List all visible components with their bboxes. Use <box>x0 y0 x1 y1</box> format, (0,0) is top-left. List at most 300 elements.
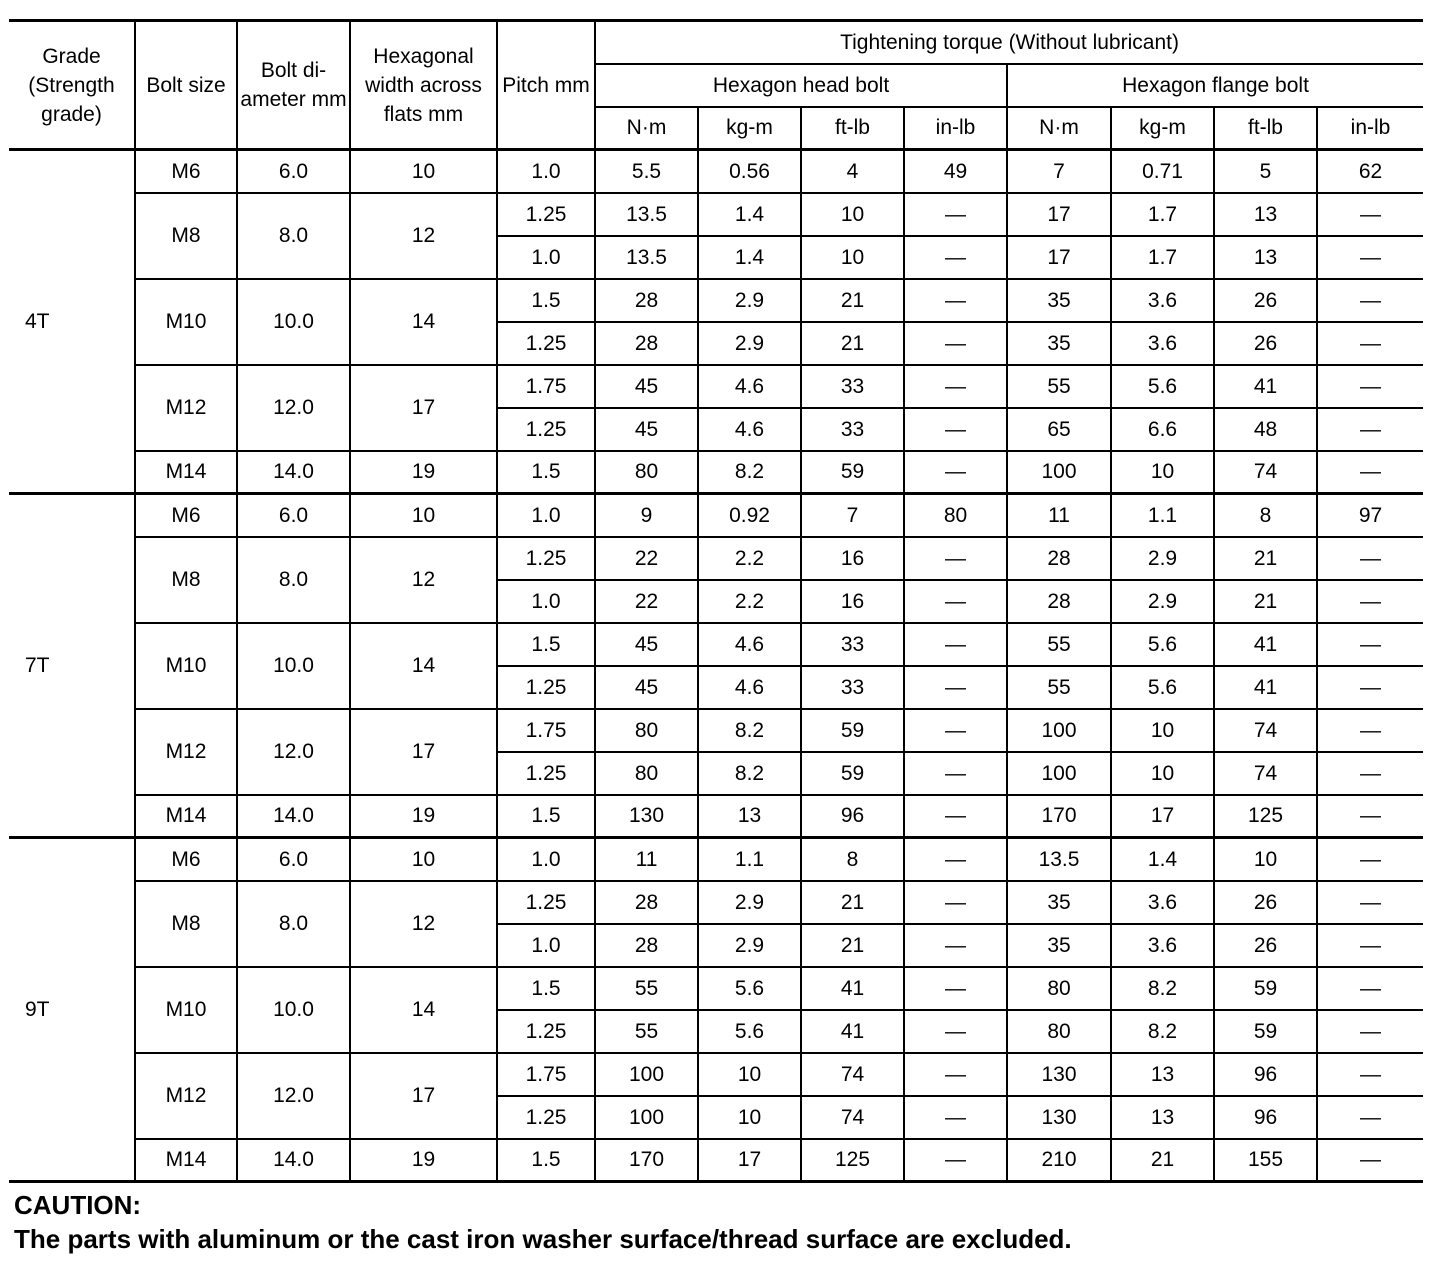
torque-value-cell: 45 <box>595 666 698 709</box>
torque-value-cell: 130 <box>595 795 698 838</box>
torque-value-cell: 170 <box>595 1139 698 1182</box>
table-row <box>9 709 1423 752</box>
torque-value-cell: 80 <box>595 709 698 752</box>
torque-value-cell: 5.6 <box>698 967 801 1010</box>
bolt-size-cell: M10 <box>135 967 237 1053</box>
bolt-diameter-cell: 14.0 <box>237 451 350 494</box>
unit-header: in-lb <box>1317 107 1423 150</box>
torque-value-cell: 8.2 <box>1111 967 1214 1010</box>
bolt-diameter-cell: 10.0 <box>237 967 350 1053</box>
torque-value-cell: 2.9 <box>1111 537 1214 580</box>
bolt-diameter-cell: 6.0 <box>237 150 350 193</box>
torque-value-cell: — <box>904 881 1007 924</box>
torque-value-cell: 4.6 <box>698 666 801 709</box>
torque-value-cell: 8.2 <box>698 451 801 494</box>
torque-value-cell: 210 <box>1007 1139 1111 1182</box>
pitch-cell: 1.0 <box>497 838 595 881</box>
torque-value-cell: — <box>1317 365 1423 408</box>
torque-value-cell: — <box>904 795 1007 838</box>
torque-value-cell: — <box>1317 279 1423 322</box>
torque-value-cell: — <box>1317 1139 1423 1182</box>
table-row <box>9 795 1423 838</box>
pitch-cell: 1.75 <box>497 365 595 408</box>
torque-value-cell: — <box>1317 537 1423 580</box>
bolt-size-cell: M12 <box>135 1053 237 1139</box>
torque-value-cell: 2.9 <box>698 279 801 322</box>
torque-value-cell: 1.7 <box>1111 193 1214 236</box>
torque-value-cell: 22 <box>595 537 698 580</box>
torque-value-cell: 13.5 <box>1007 838 1111 881</box>
pitch-cell: 1.0 <box>497 580 595 623</box>
hex-width-cell: 10 <box>350 494 497 537</box>
header-grade: Grade (Strength grade) <box>9 21 135 150</box>
torque-value-cell: 96 <box>1214 1053 1317 1096</box>
torque-value-cell: 2.9 <box>1111 580 1214 623</box>
pitch-cell: 1.5 <box>497 451 595 494</box>
torque-value-cell: 13 <box>1111 1053 1214 1096</box>
torque-value-cell: 21 <box>1214 580 1317 623</box>
bolt-diameter-cell: 12.0 <box>237 365 350 451</box>
header-hexagon-flange-bolt: Hexagon flange bolt <box>1007 64 1423 107</box>
hex-width-cell: 19 <box>350 795 497 838</box>
torque-value-cell: 7 <box>801 494 904 537</box>
torque-value-cell: 80 <box>595 451 698 494</box>
torque-value-cell: 10 <box>801 193 904 236</box>
unit-header: in-lb <box>904 107 1007 150</box>
torque-value-cell: 2.2 <box>698 537 801 580</box>
table-row <box>9 451 1423 494</box>
torque-value-cell: 41 <box>801 1010 904 1053</box>
torque-value-cell: 26 <box>1214 881 1317 924</box>
torque-value-cell: — <box>1317 623 1423 666</box>
torque-value-cell: 9 <box>595 494 698 537</box>
torque-value-cell: — <box>1317 451 1423 494</box>
torque-table <box>9 19 1423 1183</box>
bolt-diameter-cell: 12.0 <box>237 709 350 795</box>
hex-width-cell: 17 <box>350 365 497 451</box>
unit-header: ft-lb <box>801 107 904 150</box>
torque-value-cell: — <box>904 451 1007 494</box>
table-row <box>9 365 1423 408</box>
torque-value-cell: — <box>904 838 1007 881</box>
torque-value-cell: 10 <box>1111 752 1214 795</box>
torque-value-cell: 21 <box>801 924 904 967</box>
hex-width-cell: 19 <box>350 1139 497 1182</box>
torque-value-cell: — <box>904 322 1007 365</box>
torque-value-cell: 21 <box>1214 537 1317 580</box>
table-row <box>9 967 1423 1010</box>
torque-value-cell: 41 <box>1214 666 1317 709</box>
torque-value-cell: 16 <box>801 537 904 580</box>
torque-value-cell: — <box>904 1010 1007 1053</box>
torque-value-cell: 35 <box>1007 881 1111 924</box>
bolt-size-cell: M6 <box>135 494 237 537</box>
hex-width-cell: 14 <box>350 279 497 365</box>
torque-value-cell: 2.2 <box>698 580 801 623</box>
torque-value-cell: 100 <box>595 1096 698 1139</box>
caution-title: CAUTION: <box>14 1190 142 1220</box>
torque-value-cell: 13.5 <box>595 193 698 236</box>
torque-value-cell: 0.71 <box>1111 150 1214 193</box>
torque-value-cell: 10 <box>698 1053 801 1096</box>
bolt-diameter-cell: 8.0 <box>237 881 350 967</box>
bolt-diameter-cell: 14.0 <box>237 1139 350 1182</box>
hex-width-cell: 17 <box>350 1053 497 1139</box>
torque-value-cell: 59 <box>1214 967 1317 1010</box>
grade-cell: 7T <box>9 494 135 838</box>
grade-cell: 4T <box>9 150 135 494</box>
bolt-diameter-cell: 6.0 <box>237 838 350 881</box>
torque-value-cell: 100 <box>1007 451 1111 494</box>
torque-value-cell: 74 <box>1214 451 1317 494</box>
hex-width-cell: 17 <box>350 709 497 795</box>
torque-value-cell: 17 <box>1007 193 1111 236</box>
torque-value-cell: 13.5 <box>595 236 698 279</box>
torque-value-cell: 2.9 <box>698 322 801 365</box>
bolt-diameter-cell: 8.0 <box>237 193 350 279</box>
caution-text: The parts with aluminum or the cast iron washer surface/thread surface are excluded. <box>14 1224 1072 1254</box>
torque-value-cell: 1.7 <box>1111 236 1214 279</box>
pitch-cell: 1.75 <box>497 709 595 752</box>
torque-value-cell: 28 <box>1007 580 1111 623</box>
torque-value-cell: 17 <box>698 1139 801 1182</box>
torque-value-cell: 55 <box>595 1010 698 1053</box>
bolt-diameter-cell: 10.0 <box>237 279 350 365</box>
table-header <box>9 21 1423 150</box>
torque-value-cell: 3.6 <box>1111 924 1214 967</box>
torque-value-cell: 33 <box>801 623 904 666</box>
torque-value-cell: 45 <box>595 408 698 451</box>
pitch-cell: 1.75 <box>497 1053 595 1096</box>
torque-value-cell: 35 <box>1007 322 1111 365</box>
unit-header: N·m <box>595 107 698 150</box>
header-torque-title: Tightening torque (Without lubricant) <box>595 21 1423 64</box>
pitch-cell: 1.0 <box>497 236 595 279</box>
header-bolt-diameter: Bolt di-ameter mm <box>237 21 350 150</box>
torque-value-cell: 80 <box>1007 1010 1111 1053</box>
torque-value-cell: 11 <box>1007 494 1111 537</box>
torque-value-cell: — <box>1317 666 1423 709</box>
torque-value-cell: 4.6 <box>698 408 801 451</box>
bolt-diameter-cell: 10.0 <box>237 623 350 709</box>
torque-value-cell: 41 <box>801 967 904 1010</box>
torque-value-cell: 1.4 <box>698 193 801 236</box>
torque-value-cell: — <box>1317 709 1423 752</box>
torque-value-cell: 7 <box>1007 150 1111 193</box>
torque-value-cell: — <box>904 709 1007 752</box>
torque-value-cell: 59 <box>1214 1010 1317 1053</box>
torque-value-cell: 100 <box>595 1053 698 1096</box>
torque-value-cell: — <box>1317 580 1423 623</box>
pitch-cell: 1.25 <box>497 408 595 451</box>
pitch-cell: 1.25 <box>497 193 595 236</box>
hex-width-cell: 10 <box>350 150 497 193</box>
hex-width-cell: 14 <box>350 967 497 1053</box>
torque-value-cell: 33 <box>801 365 904 408</box>
torque-value-cell: 3.6 <box>1111 322 1214 365</box>
pitch-cell: 1.25 <box>497 752 595 795</box>
torque-value-cell: 74 <box>1214 752 1317 795</box>
torque-value-cell: 16 <box>801 580 904 623</box>
hex-width-cell: 14 <box>350 623 497 709</box>
torque-value-cell: 10 <box>1111 709 1214 752</box>
torque-value-cell: 3.6 <box>1111 881 1214 924</box>
torque-value-cell: 59 <box>801 752 904 795</box>
torque-value-cell: — <box>1317 1010 1423 1053</box>
torque-value-cell: 97 <box>1317 494 1423 537</box>
unit-header: ft-lb <box>1214 107 1317 150</box>
torque-value-cell: — <box>1317 752 1423 795</box>
torque-value-cell: — <box>1317 193 1423 236</box>
torque-value-cell: 13 <box>1214 236 1317 279</box>
grade-block <box>9 494 1423 838</box>
grade-block <box>9 150 1423 494</box>
torque-value-cell: 33 <box>801 666 904 709</box>
bolt-diameter-cell: 12.0 <box>237 1053 350 1139</box>
torque-value-cell: — <box>904 236 1007 279</box>
torque-value-cell: 1.1 <box>698 838 801 881</box>
torque-value-cell: — <box>904 537 1007 580</box>
torque-value-cell: 74 <box>801 1053 904 1096</box>
bolt-size-cell: M10 <box>135 279 237 365</box>
unit-header: kg-m <box>698 107 801 150</box>
hex-width-cell: 19 <box>350 451 497 494</box>
torque-value-cell: 10 <box>801 236 904 279</box>
torque-value-cell: 0.92 <box>698 494 801 537</box>
torque-value-cell: — <box>904 924 1007 967</box>
torque-value-cell: 41 <box>1214 623 1317 666</box>
torque-value-cell: 33 <box>801 408 904 451</box>
torque-value-cell: — <box>1317 1053 1423 1096</box>
table-row <box>9 1139 1423 1182</box>
pitch-cell: 1.0 <box>497 494 595 537</box>
hex-width-cell: 12 <box>350 193 497 279</box>
torque-value-cell: 170 <box>1007 795 1111 838</box>
pitch-cell: 1.25 <box>497 1010 595 1053</box>
header-pitch: Pitch mm <box>497 21 595 150</box>
table-row <box>9 537 1423 580</box>
torque-value-cell: — <box>904 1053 1007 1096</box>
torque-value-cell: 2.9 <box>698 881 801 924</box>
torque-value-cell: 8 <box>801 838 904 881</box>
torque-value-cell: 21 <box>801 322 904 365</box>
torque-value-cell: 13 <box>698 795 801 838</box>
torque-value-cell: 55 <box>1007 666 1111 709</box>
pitch-cell: 1.5 <box>497 967 595 1010</box>
torque-value-cell: 28 <box>1007 537 1111 580</box>
torque-value-cell: 74 <box>801 1096 904 1139</box>
torque-value-cell: — <box>904 1096 1007 1139</box>
table-row <box>9 1053 1423 1096</box>
torque-value-cell: 96 <box>801 795 904 838</box>
torque-value-cell: 35 <box>1007 924 1111 967</box>
bolt-size-cell: M14 <box>135 451 237 494</box>
pitch-cell: 1.25 <box>497 666 595 709</box>
torque-value-cell: 4 <box>801 150 904 193</box>
pitch-cell: 1.25 <box>497 881 595 924</box>
torque-value-cell: 22 <box>595 580 698 623</box>
torque-value-cell: 62 <box>1317 150 1423 193</box>
torque-value-cell: 28 <box>595 322 698 365</box>
torque-value-cell: 74 <box>1214 709 1317 752</box>
torque-value-cell: 10 <box>698 1096 801 1139</box>
torque-value-cell: 21 <box>801 881 904 924</box>
torque-value-cell: 55 <box>595 967 698 1010</box>
table-row <box>9 279 1423 322</box>
torque-value-cell: — <box>1317 236 1423 279</box>
torque-value-cell: 1.1 <box>1111 494 1214 537</box>
header-hex-width: Hexagonal width across flats mm <box>350 21 497 150</box>
torque-value-cell: 35 <box>1007 279 1111 322</box>
torque-value-cell: 5.6 <box>1111 365 1214 408</box>
torque-value-cell: 65 <box>1007 408 1111 451</box>
pitch-cell: 1.5 <box>497 279 595 322</box>
torque-value-cell: 13 <box>1214 193 1317 236</box>
pitch-cell: 1.0 <box>497 924 595 967</box>
torque-value-cell: 4.6 <box>698 623 801 666</box>
torque-value-cell: 10 <box>1214 838 1317 881</box>
header-hexagon-head-bolt: Hexagon head bolt <box>595 64 1007 107</box>
table-row <box>9 193 1423 236</box>
torque-value-cell: 1.4 <box>698 236 801 279</box>
torque-value-cell: 17 <box>1007 236 1111 279</box>
bolt-diameter-cell: 14.0 <box>237 795 350 838</box>
torque-value-cell: 13 <box>1111 1096 1214 1139</box>
torque-value-cell: — <box>904 365 1007 408</box>
torque-value-cell: 45 <box>595 623 698 666</box>
unit-header: N·m <box>1007 107 1111 150</box>
torque-value-cell: 5.6 <box>698 1010 801 1053</box>
torque-value-cell: — <box>904 666 1007 709</box>
bolt-size-cell: M6 <box>135 150 237 193</box>
pitch-cell: 1.5 <box>497 795 595 838</box>
torque-value-cell: 48 <box>1214 408 1317 451</box>
hex-width-cell: 10 <box>350 838 497 881</box>
table-row <box>9 838 1423 881</box>
torque-value-cell: 155 <box>1214 1139 1317 1182</box>
bolt-size-cell: M14 <box>135 1139 237 1182</box>
torque-value-cell: — <box>1317 967 1423 1010</box>
torque-value-cell: — <box>904 408 1007 451</box>
torque-value-cell: 96 <box>1214 1096 1317 1139</box>
torque-value-cell: 8.2 <box>1111 1010 1214 1053</box>
torque-value-cell: — <box>1317 1096 1423 1139</box>
torque-value-cell: 5.6 <box>1111 623 1214 666</box>
pitch-cell: 1.5 <box>497 1139 595 1182</box>
bolt-size-cell: M8 <box>135 193 237 279</box>
caution-note <box>14 1188 1072 1256</box>
torque-value-cell: 55 <box>1007 365 1111 408</box>
pitch-cell: 1.5 <box>497 623 595 666</box>
torque-value-cell: 125 <box>801 1139 904 1182</box>
torque-value-cell: 80 <box>595 752 698 795</box>
torque-value-cell: 41 <box>1214 365 1317 408</box>
torque-value-cell: 100 <box>1007 752 1111 795</box>
torque-value-cell: 49 <box>904 150 1007 193</box>
torque-value-cell: — <box>1317 322 1423 365</box>
pitch-cell: 1.0 <box>497 150 595 193</box>
torque-value-cell: 8.2 <box>698 752 801 795</box>
grade-cell: 9T <box>9 838 135 1182</box>
torque-value-cell: — <box>1317 881 1423 924</box>
unit-header: kg-m <box>1111 107 1214 150</box>
torque-value-cell: 21 <box>1111 1139 1214 1182</box>
bolt-size-cell: M10 <box>135 623 237 709</box>
bolt-size-cell: M14 <box>135 795 237 838</box>
torque-value-cell: 28 <box>595 924 698 967</box>
torque-value-cell: 8 <box>1214 494 1317 537</box>
torque-value-cell: 26 <box>1214 924 1317 967</box>
bolt-size-cell: M8 <box>135 537 237 623</box>
torque-value-cell: 26 <box>1214 279 1317 322</box>
header-bolt-size: Bolt size <box>135 21 237 150</box>
torque-value-cell: 59 <box>801 451 904 494</box>
torque-value-cell: 28 <box>595 279 698 322</box>
bolt-size-cell: M12 <box>135 709 237 795</box>
torque-value-cell: 17 <box>1111 795 1214 838</box>
torque-value-cell: 130 <box>1007 1096 1111 1139</box>
torque-value-cell: 26 <box>1214 322 1317 365</box>
torque-value-cell: — <box>904 752 1007 795</box>
torque-value-cell: 5.5 <box>595 150 698 193</box>
table-row <box>9 623 1423 666</box>
torque-value-cell: 3.6 <box>1111 279 1214 322</box>
torque-value-cell: — <box>904 1139 1007 1182</box>
torque-value-cell: 130 <box>1007 1053 1111 1096</box>
torque-value-cell: — <box>1317 795 1423 838</box>
torque-value-cell: — <box>1317 408 1423 451</box>
torque-value-cell: 6.6 <box>1111 408 1214 451</box>
bolt-diameter-cell: 6.0 <box>237 494 350 537</box>
table-row <box>9 881 1423 924</box>
torque-value-cell: — <box>904 967 1007 1010</box>
torque-value-cell: 0.56 <box>698 150 801 193</box>
hex-width-cell: 12 <box>350 881 497 967</box>
torque-value-cell: 28 <box>595 881 698 924</box>
torque-value-cell: 8.2 <box>698 709 801 752</box>
torque-value-cell: — <box>904 193 1007 236</box>
torque-value-cell: — <box>904 279 1007 322</box>
torque-value-cell: 5 <box>1214 150 1317 193</box>
bolt-size-cell: M8 <box>135 881 237 967</box>
torque-value-cell: — <box>1317 924 1423 967</box>
torque-value-cell: 80 <box>904 494 1007 537</box>
bolt-diameter-cell: 8.0 <box>237 537 350 623</box>
torque-value-cell: 55 <box>1007 623 1111 666</box>
bolt-size-cell: M6 <box>135 838 237 881</box>
torque-value-cell: 125 <box>1214 795 1317 838</box>
pitch-cell: 1.25 <box>497 322 595 365</box>
torque-value-cell: 4.6 <box>698 365 801 408</box>
torque-value-cell: 80 <box>1007 967 1111 1010</box>
torque-value-cell: — <box>904 623 1007 666</box>
torque-value-cell: — <box>1317 838 1423 881</box>
torque-value-cell: 1.4 <box>1111 838 1214 881</box>
torque-value-cell: 21 <box>801 279 904 322</box>
torque-value-cell: — <box>904 580 1007 623</box>
pitch-cell: 1.25 <box>497 1096 595 1139</box>
grade-block <box>9 838 1423 1182</box>
torque-value-cell: 59 <box>801 709 904 752</box>
hex-width-cell: 12 <box>350 537 497 623</box>
torque-value-cell: 5.6 <box>1111 666 1214 709</box>
torque-value-cell: 2.9 <box>698 924 801 967</box>
pitch-cell: 1.25 <box>497 537 595 580</box>
table-row <box>9 494 1423 537</box>
table-row <box>9 150 1423 193</box>
bolt-size-cell: M12 <box>135 365 237 451</box>
torque-value-cell: 100 <box>1007 709 1111 752</box>
